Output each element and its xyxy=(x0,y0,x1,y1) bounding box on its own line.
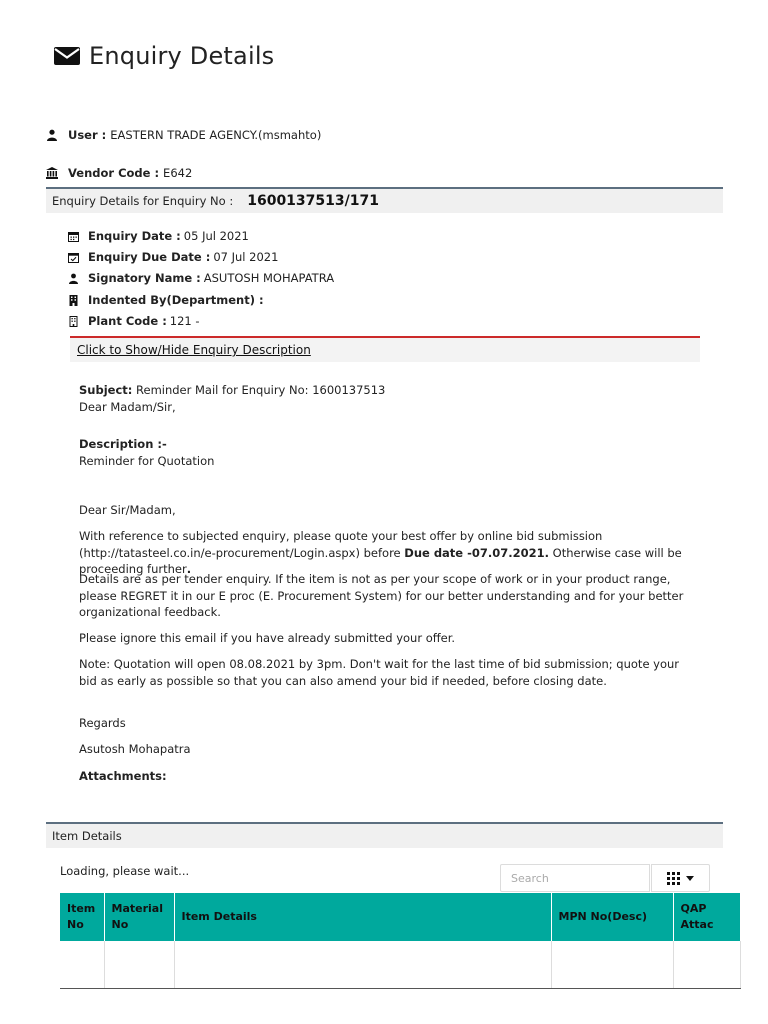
user-icon xyxy=(46,129,58,141)
attachments-label-text: Attachments: xyxy=(79,769,167,783)
bank-icon xyxy=(46,167,58,179)
column-header-item-details[interactable]: Item Details xyxy=(174,893,551,941)
enquiry-due-date-line xyxy=(68,250,278,264)
table-cell xyxy=(673,941,740,989)
plant-code-value: 121 - xyxy=(169,314,200,328)
envelope-icon xyxy=(54,46,80,66)
vendor-label: Vendor Code : xyxy=(68,166,160,180)
para1-text-b: Otherwise case will be proceeding further xyxy=(79,545,682,576)
building-icon xyxy=(68,295,79,306)
toggle-description-link[interactable]: Click to Show/Hide Enquiry Description xyxy=(77,343,311,357)
signatory-value: ASUTOSH MOHAPATRA xyxy=(203,271,335,285)
mail-paragraph-2: Details are as per tender enquiry. If the item is not as per your scope of work or in your product range, please REGRET it in our E proc (E. Procurement System) for our better understanding and for your better organizational feedback. xyxy=(79,572,684,619)
table-header-row xyxy=(60,893,740,941)
user-line xyxy=(46,128,321,142)
description-label: Description :- xyxy=(79,437,167,451)
calendar-icon xyxy=(68,231,79,242)
search-input[interactable] xyxy=(500,864,650,892)
page-title-text: Enquiry Details xyxy=(89,42,275,70)
calendar-check-icon xyxy=(68,252,79,263)
enquiry-date-line xyxy=(68,229,249,243)
building-outline-icon xyxy=(68,316,79,327)
para1-due-date: Due date -07.07.2021. xyxy=(404,545,550,560)
enquiry-date-value: 05 Jul 2021 xyxy=(183,229,249,243)
item-details-table xyxy=(60,893,714,993)
user-icon xyxy=(68,273,79,284)
loading-text: Loading, please wait... xyxy=(60,864,190,878)
signatory-line xyxy=(68,271,334,285)
table-cell xyxy=(174,941,551,989)
description-value: Reminder for Quotation xyxy=(79,453,215,468)
column-header-material-no[interactable]: Material No xyxy=(104,893,174,941)
indented-by-label: Indented By(Department) : xyxy=(88,293,264,307)
vendor-value: E642 xyxy=(163,166,193,180)
caret-down-icon xyxy=(686,876,694,881)
plant-code-line xyxy=(68,314,200,328)
table-row xyxy=(60,941,740,989)
subject-label: Subject: xyxy=(79,383,133,397)
mail-description xyxy=(79,436,691,469)
subject-value: Reminder Mail for Enquiry No: 1600137513 xyxy=(136,383,386,397)
enquiry-no-label: Enquiry Details for Enquiry No : xyxy=(52,194,234,208)
mail-subject xyxy=(79,382,691,415)
user-label: User : xyxy=(68,128,107,142)
para1-end: . xyxy=(186,562,192,576)
mail-paragraph-4: Note: Quotation will open 08.08.2021 by 3pm. Don't wait for the last time of bid submission; quote your bid as early as possible so that you can also amend your bid if needed, before closing date. xyxy=(79,657,680,688)
grid-icon xyxy=(667,872,680,885)
enquiry-date-label: Enquiry Date : xyxy=(88,229,181,243)
due-date-label: Enquiry Due Date : xyxy=(88,250,211,264)
description-toggle-bar[interactable] xyxy=(70,336,700,362)
mail-signature: Asutosh Mohapatra xyxy=(79,742,191,756)
para1-text-a: With reference to subjected enquiry, please quote your best offer by online bid submission (http://tatasteel.co.in/e-procurement/Login.aspx) before xyxy=(79,529,603,560)
vendor-line xyxy=(46,166,192,180)
table-cell xyxy=(104,941,174,989)
column-header-item-no[interactable]: Item No xyxy=(60,893,104,941)
item-details-title: Item Details xyxy=(52,829,122,843)
user-value: EASTERN TRADE AGENCY.(msmahto) xyxy=(110,128,322,142)
item-details-bar xyxy=(46,822,723,848)
signatory-label: Signatory Name : xyxy=(88,271,201,285)
mail-paragraph-3: Please ignore this email if you have already submitted your offer. xyxy=(79,631,456,645)
column-header-mpn-no[interactable]: MPN No(Desc) xyxy=(551,893,673,941)
greeting-2: Dear Sir/Madam, xyxy=(79,503,176,517)
indented-by-line xyxy=(68,293,267,307)
page-title xyxy=(54,42,274,70)
mail-regards: Regards xyxy=(79,716,126,730)
enquiry-number: 1600137513/171 xyxy=(247,193,379,209)
column-header-qap-attachment[interactable]: QAP Attac xyxy=(673,893,740,941)
plant-code-label: Plant Code : xyxy=(88,314,167,328)
due-date-value: 07 Jul 2021 xyxy=(213,250,279,264)
table-cell xyxy=(60,941,104,989)
greeting-1: Dear Madam/Sir, xyxy=(79,399,176,414)
table-cell xyxy=(551,941,673,989)
attachments-label xyxy=(79,768,691,785)
columns-toggle-button[interactable] xyxy=(651,864,710,892)
enquiry-header-bar xyxy=(46,187,723,213)
